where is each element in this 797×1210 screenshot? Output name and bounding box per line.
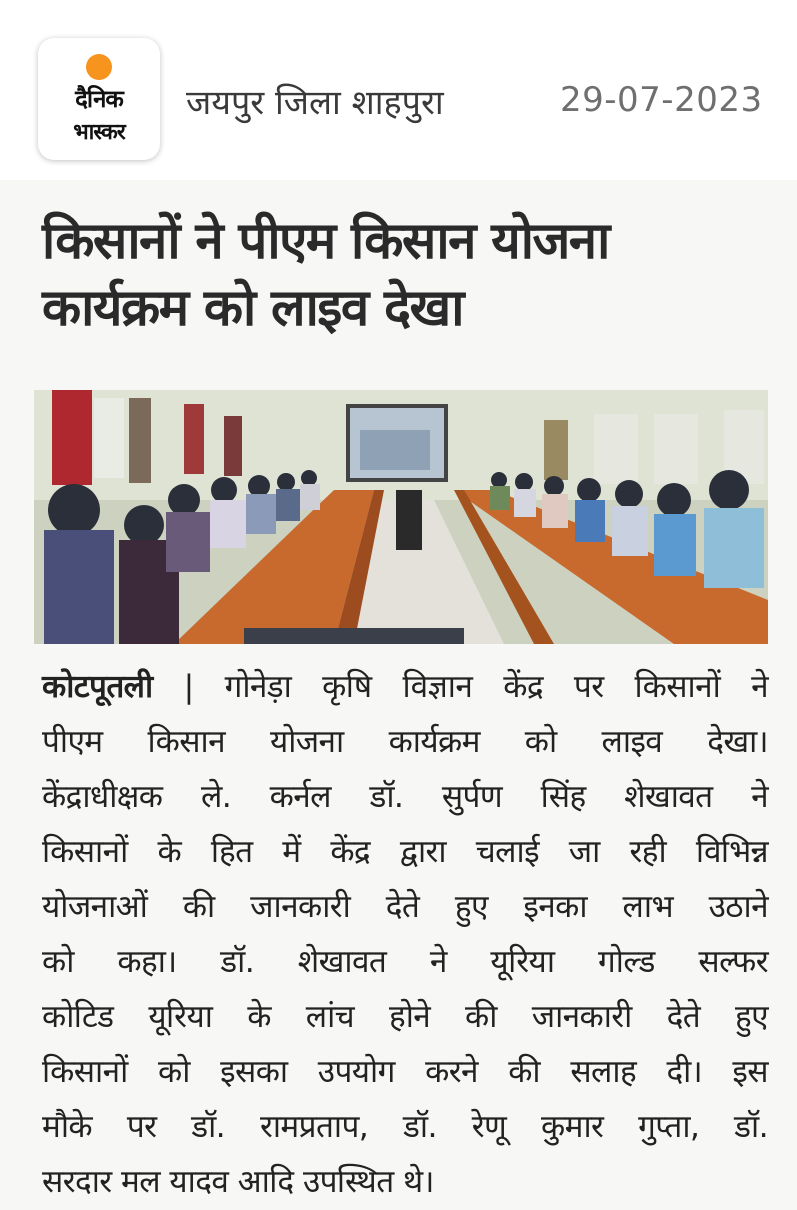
logo-text-line2: भास्कर — [73, 120, 125, 145]
article-headline — [42, 208, 762, 342]
logo-text-line1: दैनिक — [75, 85, 123, 113]
conference-room-photo — [34, 390, 768, 644]
article-line-2: पीएम किसान योजना कार्यक्रम को लाइव देखा। — [42, 724, 768, 760]
article-line-8: किसानों को इसका उपयोग करने की सलाह दी। इस — [42, 1054, 768, 1090]
edition-location: जयपुर जिला शाहपुरा — [186, 83, 444, 123]
article-line-1 — [42, 660, 768, 715]
article-photo — [34, 390, 768, 644]
dateline: कोटपूतली — [42, 669, 153, 705]
article-line-10: सरदार मल यादव आदि उपस्थित थे। — [42, 1164, 434, 1200]
article-body — [42, 660, 768, 1210]
article-line-6: को कहा। डॉ. शेखावत ने यूरिया गोल्ड सल्फर — [42, 944, 768, 980]
newspaper-logo — [38, 38, 160, 160]
headline-line-1: किसानों ने पीएम किसान योजना — [42, 212, 609, 271]
article-line-3: केंद्राधीक्षक ले. कर्नल डॉ. सुर्पण सिंह शेखावत ने — [42, 779, 768, 815]
source-header — [0, 0, 797, 180]
article-line-5: योजनाओं की जानकारी देते हुए इनका लाभ उठाने — [42, 889, 768, 925]
article-text-line: गोनेड़ा कृषि विज्ञान केंद्र पर किसानों ने — [224, 669, 769, 705]
sun-icon — [86, 54, 112, 80]
headline-line-2: कार्यक्रम को लाइव देखा — [42, 279, 463, 338]
dateline-separator: | — [183, 669, 194, 705]
article-line-9: मौके पर डॉ. रामप्रताप, डॉ. रेणू कुमार गुप्ता, डॉ. — [42, 1109, 768, 1145]
article-line-4: किसानों के हित में केंद्र द्वारा चलाई जा रही विभिन्न — [42, 834, 768, 870]
article-line-7: कोटिड यूरिया के लांच होने की जानकारी देते हुए — [42, 999, 768, 1035]
edition-date: 29-07-2023 — [560, 80, 763, 120]
